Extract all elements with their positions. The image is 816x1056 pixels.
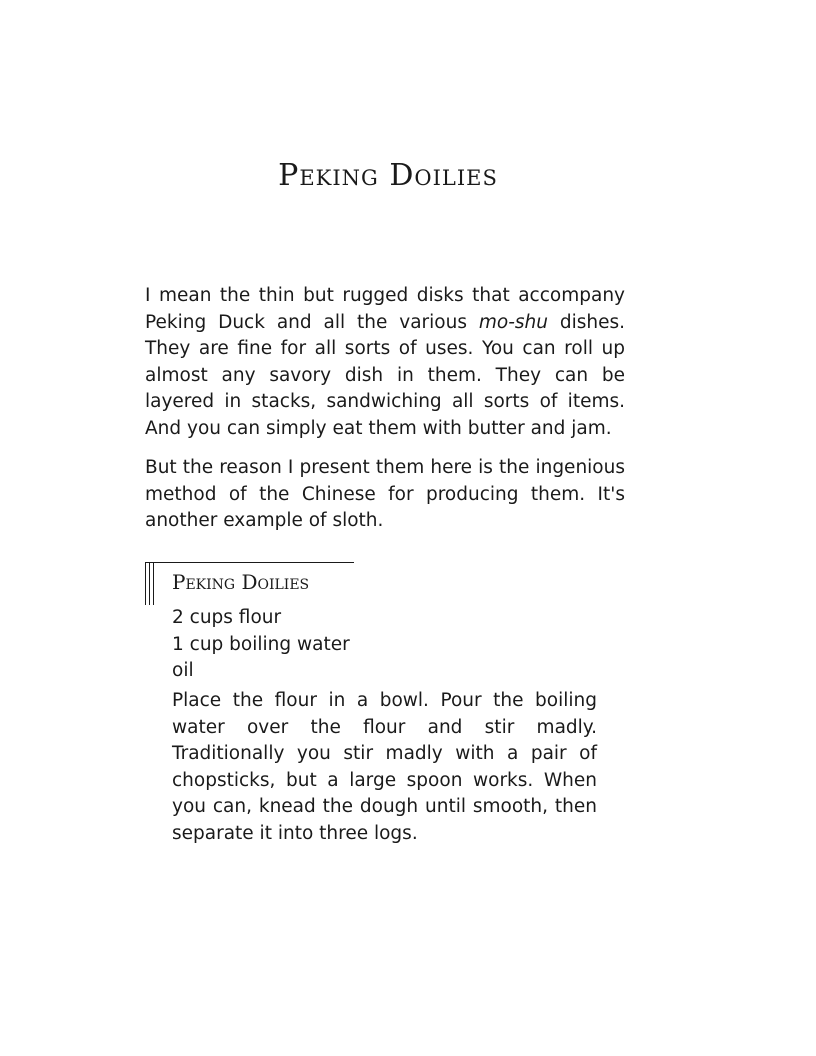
intro-text-end: dishes. They are fine for all sorts of uses. You can roll up almost any savory dish in them. They can be layered in stacks, sandwiching all sorts of items. And you can simply eat them with butter and jam. — [145, 311, 625, 439]
intro-text-start: I mean the thin but rugged disks that accompany Peking Duck and all the various — [145, 285, 625, 333]
ingredient-item: 1 cup boiling water — [172, 633, 350, 655]
recipe-method: Place the flour in a bowl. Pour the boiling water over the flour and stir madly. Traditionally you stir madly with a pair of chopsticks, but a large spoon works. When you can, knead the dough until smooth, then separate it into three logs. — [172, 690, 597, 844]
recipe-side-rule — [145, 562, 154, 605]
recipe-title: Peking Doilies — [172, 570, 310, 594]
intro-italic-term: mo-shu — [478, 311, 548, 333]
intro-paragraph-1 — [145, 283, 625, 442]
ingredient-list — [172, 605, 350, 685]
ingredient-item: oil — [172, 660, 194, 681]
page-title: Peking Doilies — [278, 158, 498, 193]
intro-paragraph-2: But the reason I present them here is the ingenious method of the Chinese for producing them. It's another example of sloth. — [145, 457, 625, 531]
ingredient-item: 2 cups flour — [172, 607, 282, 628]
recipe-top-rule — [145, 562, 354, 563]
